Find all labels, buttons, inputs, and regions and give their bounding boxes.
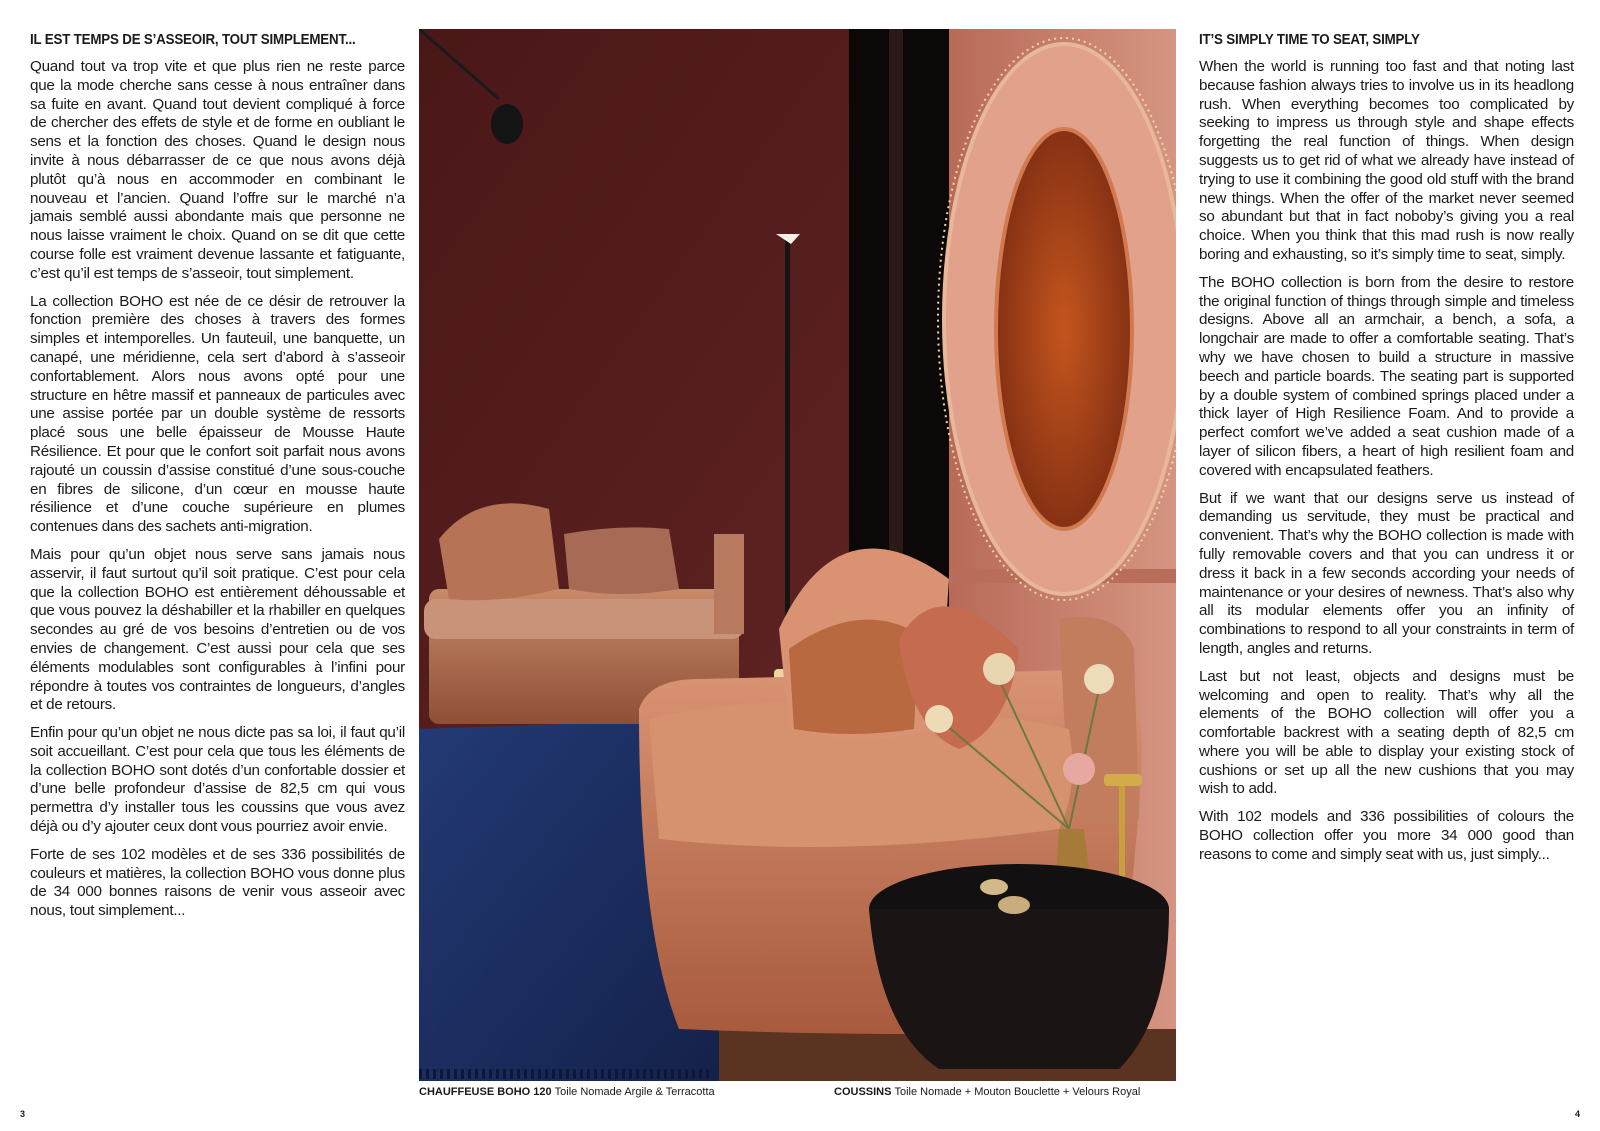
- right-text-column: [1199, 30, 1574, 874]
- right-paragraph-3: But if we want that our designs serve us instead of demanding us servitude, they must be practical and convenient. That’s why the BOHO collection is made with fully removable covers and that you can undress it or dress it back in a few seconds according your needs of maintenance or your desires of newness. That’s also why all its modular elements offer you an infinity of combinations to respond to all your constraints in term of length, angles and returns.: [1199, 489, 1574, 657]
- right-heading: IT’S SIMPLY TIME TO SEAT, SIMPLY: [1199, 32, 1420, 48]
- page-number-right: 4: [1575, 1109, 1581, 1119]
- caption-chauffeuse: [419, 1086, 715, 1098]
- caption-coussins-product: COUSSINS: [834, 1086, 892, 1098]
- caption-chauffeuse-fabric: Toile Nomade Argile & Terracotta: [554, 1086, 715, 1098]
- caption-coussins: [834, 1086, 1140, 1098]
- right-paragraph-2: The BOHO collection is born from the desire to restore the original function of things through simple and timeless designs. Above all an armchair, a bench, a sofa, a longchair are made to offer a comfortable seating. That’s why we have chosen to build a structure in massive beech and particle boards. The seating part is supported by a double system of combined springs placed under a thick layer of High Resilience Foam. And to provide a perfect comfort we’ve added a seat cushion made of a layer of silicon fibers, a heart of high resilient foam and covered with encapsulated feathers.: [1199, 273, 1574, 479]
- left-paragraph-3: Mais pour qu’un objet nous serve sans jamais nous asservir, il faut surtout qu’il soit pratique. C’est pour cela que la collection BOHO est entièrement déhoussable et que vous pouvez la déshabiller et la rhabiller en quelques secondes au gré de vos besoins d’entretien ou de vos envies de changement. C’est aussi pour cela que ses éléments modulables sont configurables à l’infini pour répondre à toutes vos contraintes de longueurs, d’angles et de retours.: [30, 545, 405, 714]
- left-paragraph-1: Quand tout va trop vite et que plus rien ne reste parce que la mode cherche sans cesse à nous entraîner dans sa fuite en avant. Quand tout devient compliqué à force de chercher des effets de style et de forme en oubliant le sens et la fonction des choses. Quand le design nous invite à nous débarrasser de ce que nous avons déjà plutôt qu’à nous en accommoder en combinant le nouveau et l’ancien. Quand l’offre sur le marché n’a jamais semblé aussi abondante mais que personne ne nous laisse vraiment le choix. Quand on se dit que cette course folle est vraiment devenue lassante et fatiguante, c’est qu’il est temps de s’asseoir, tout simplement.: [30, 58, 405, 282]
- caption-coussins-fabric: Toile Nomade + Mouton Bouclette + Velours Royal: [894, 1086, 1141, 1098]
- interior-photo: [419, 29, 1176, 1081]
- left-heading: IL EST TEMPS DE S’ASSEOIR, TOUT SIMPLEMENT...: [30, 32, 356, 48]
- right-paragraph-1: When the world is running too fast and that noting last because fashion always tries to involve us in its headlong rush. When everything becomes too complicated by seeking to impress us through style and shape effects forgetting the real function of things. When design suggests us to get rid of what we already have instead of trying to use it combining the good old stuff with the brand new things. When the offer of the market never seemed so abundant but that in fact noboby’s giving you a real choice. When you think that this mad rush is now really boring and exhausting, so it’s simply time to seat, simply.: [1199, 58, 1574, 263]
- left-text-column: [30, 30, 405, 930]
- caption-chauffeuse-product: CHAUFFEUSE BOHO 120: [419, 1086, 552, 1098]
- right-paragraph-4: Last but not least, objects and designs must be welcoming and open to reality. That’s why all the elements of the BOHO collection will offer you a comfortable backrest with a seating depth of 82,5 cm where you will be able to display your existing stock of cushions or set up all the new cushions that you may wish to add.: [1199, 667, 1574, 798]
- living-room-illustration: [419, 29, 1176, 1081]
- page-number-left: 3: [20, 1109, 26, 1119]
- right-paragraph-5: With 102 models and 336 possibilities of colours the BOHO collection offer you more 34 000 good than reasons to come and simply seat with us, just simply...: [1199, 808, 1574, 863]
- left-paragraph-5: Forte de ses 102 modèles et de ses 336 possibilités de couleurs et matières, la collection BOHO vous donne plus de 34 000 bonnes raisons de venir vous asseoir avec nous, tout simplement...: [30, 845, 405, 920]
- left-paragraph-4: Enfin pour qu’un objet ne nous dicte pas sa loi, il faut qu’il soit accueillant. C’est pour cela que tous les éléments de la collection BOHO sont dotés d’un confortable dossier et d’une belle profondeur d’assise de 82,5 cm qui vous permettra d’y installer tous les coussins que vous avez déjà ou d’y ajouter ceux dont vous pourriez avoir envie.: [30, 724, 405, 836]
- left-paragraph-2: La collection BOHO est née de ce désir de retrouver la fonction première des choses à travers des formes simples et intemporelles. Un fauteuil, une banquette, un canapé, une méridienne, cela sert d’abord à s’asseoir confortablement. Alors nous avons opté pour une structure en hêtre massif et panneaux de particules avec une assise portée par un double système de ressorts placé sous une belle épaisseur de Mousse Haute Résilience. Et pour que le confort soit parfait nous avons rajouté un coussin d’assise constitué d’une sous-couche en fibres de silicone, d’un cœur en mousse haute résilience et d’une couche supérieure en plumes contenues dans des sachets anti-migration.: [30, 292, 405, 536]
